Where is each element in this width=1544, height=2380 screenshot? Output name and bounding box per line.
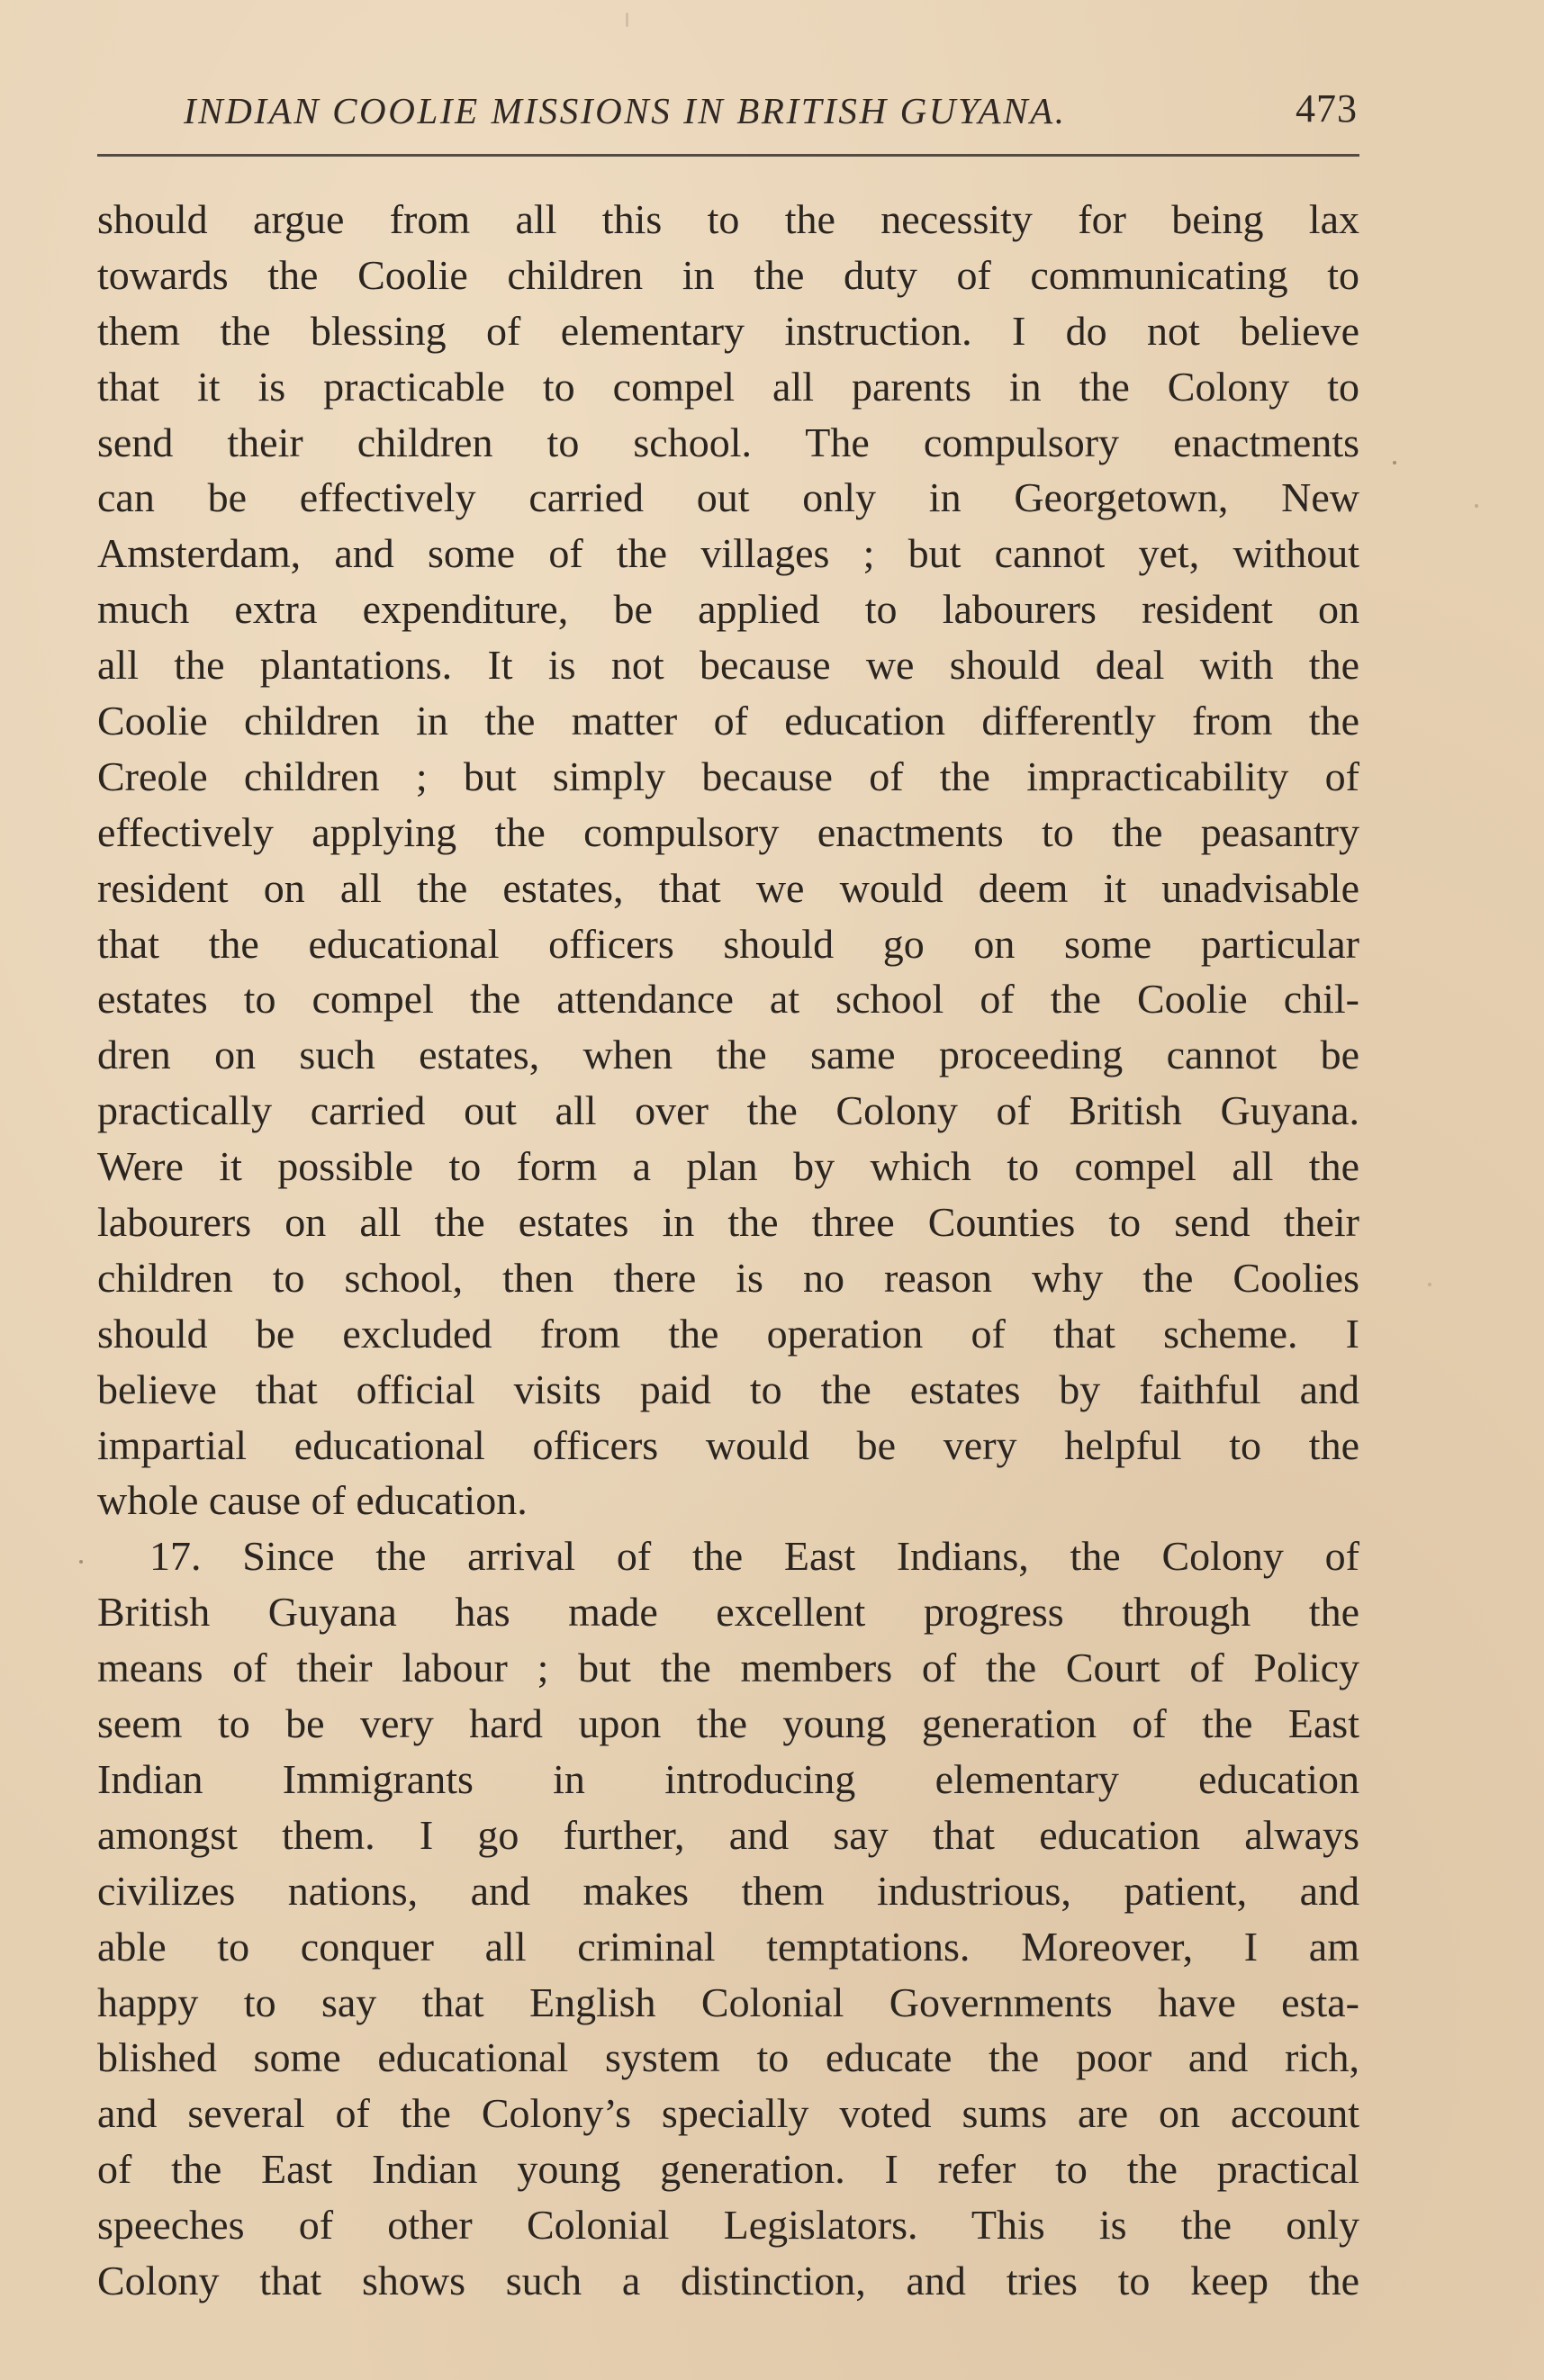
text-line: all the plantations. It is not because we should deal with the: [97, 642, 1359, 689]
text-line: amongst them. I go further, and say that education always: [97, 1811, 1359, 1858]
text-line: labourers on all the estates in the three Counties to send their: [97, 1199, 1359, 1246]
text-line: them the blessing of elementary instruction. I do not believe: [97, 307, 1359, 354]
text-line: towards the Coolie children in the duty of communicating to: [97, 251, 1359, 298]
header-rule: [97, 154, 1359, 157]
page-number: 473: [1296, 86, 1358, 131]
text-line: Creole children ; but simply because of the impracticability of: [97, 753, 1359, 799]
text-line: practically carried out all over the Colony of British Guyana.: [97, 1087, 1359, 1134]
text-line: speeches of other Colonial Legislators. This is the only: [97, 2202, 1359, 2249]
text-line: resident on all the estates, that we would deem it unadvisable: [97, 864, 1359, 911]
text-line: of the East Indian young generation. I refer to the practical: [97, 2146, 1359, 2193]
text-line: Coolie children in the matter of education differently from the: [97, 698, 1359, 744]
text-line: estates to compel the attendance at school of the Coolie chil-: [97, 976, 1359, 1023]
paragraph-start-line: 17. Since the arrival of the East Indians, the Colony of: [149, 1533, 1359, 1580]
text-line: should argue from all this to the necessity for being lax: [97, 196, 1359, 242]
body-text: [97, 192, 1359, 2309]
text-line: blished some educational system to educate the poor and rich,: [97, 2034, 1359, 2081]
running-title: INDIAN COOLIE MISSIONS IN BRITISH GUYANA.: [184, 90, 1067, 131]
text-line: can be effectively carried out only in Georgetown, New: [97, 474, 1359, 521]
text-line: civilizes nations, and makes them industrious, patient, and: [97, 1867, 1359, 1914]
text-line: much extra expenditure, be applied to labourers resident on: [97, 586, 1359, 633]
text-line: means of their labour ; but the members of the Court of Policy: [97, 1645, 1359, 1691]
text-line: effectively applying the compulsory enactments to the peasantry: [97, 808, 1359, 855]
text-line: children to school, then there is no reason why the Coolies: [97, 1254, 1359, 1301]
paper-speck: [1475, 504, 1478, 508]
paragraph-end-line: whole cause of education.: [97, 1477, 528, 1524]
paper-speck: [1393, 461, 1396, 464]
text-line: dren on such estates, when the same proceeding cannot be: [97, 1032, 1359, 1078]
running-head: [97, 86, 1358, 149]
text-line: send their children to school. The compulsory enactments: [97, 419, 1359, 465]
paper-speck: [79, 1560, 83, 1564]
text-line: seem to be very hard upon the young generation of the East: [97, 1700, 1359, 1747]
paper-speck: [626, 13, 628, 27]
paper-speck: [1428, 1283, 1431, 1286]
text-line: Amsterdam, and some of the villages ; but cannot yet, without: [97, 530, 1359, 577]
text-line: should be excluded from the operation of that scheme. I: [97, 1310, 1359, 1357]
text-line: and several of the Colony’s specially voted sums are on account: [97, 2090, 1359, 2137]
text-line: British Guyana has made excellent progress through the: [97, 1589, 1359, 1636]
text-line: Were it possible to form a plan by which to compel all the: [97, 1143, 1359, 1190]
text-line: Indian Immigrants in introducing elementary education: [97, 1755, 1359, 1802]
text-line: that the educational officers should go on some particular: [97, 920, 1359, 967]
text-line: believe that official visits paid to the estates by faithful and: [97, 1366, 1359, 1412]
text-line: happy to say that English Colonial Governments have esta-: [97, 1979, 1359, 2025]
text-line: impartial educational officers would be very helpful to the: [97, 1421, 1359, 1468]
text-line: Colony that shows such a distinction, and tries to keep the: [97, 2257, 1359, 2303]
text-line: able to conquer all criminal temptations. Moreover, I am: [97, 1923, 1359, 1970]
text-line: that it is practicable to compel all parents in the Colony to: [97, 363, 1359, 410]
